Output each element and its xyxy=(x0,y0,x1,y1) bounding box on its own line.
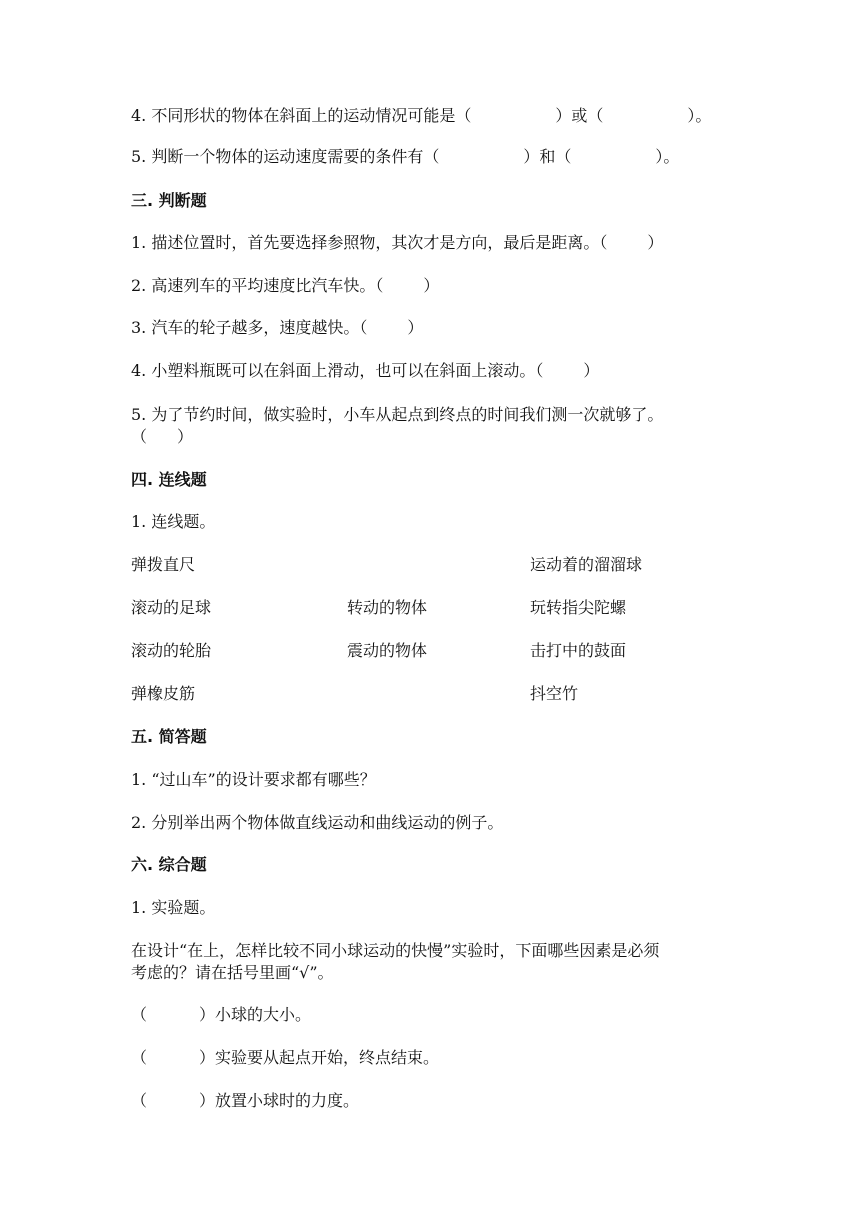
short-answer-question: 2. 分别举出两个物体做直线运动和曲线运动的例子。 xyxy=(131,813,504,832)
question-text: ）。 xyxy=(687,106,712,125)
option-text: 小球的大小。 xyxy=(215,1005,312,1024)
bracket-open: （ xyxy=(131,1005,148,1024)
bracket-open: （ xyxy=(131,1091,148,1110)
question-text: ）和（ xyxy=(523,147,572,166)
experiment-option xyxy=(131,1004,311,1026)
bracket-open: （ xyxy=(131,427,148,446)
matching-left-item[interactable]: 弹橡皮筋 xyxy=(131,684,196,703)
matching-left-item[interactable]: 弹拨直尺 xyxy=(131,555,196,574)
bracket-close: ） xyxy=(177,427,194,446)
question-text: ）。 xyxy=(655,147,680,166)
bracket-close: ） xyxy=(583,361,600,380)
bracket-open: （ xyxy=(131,1048,148,1067)
matching-middle-item[interactable]: 转动的物体 xyxy=(347,598,428,617)
experiment-option xyxy=(131,1047,439,1069)
true-false-item-5-answer xyxy=(131,426,193,448)
bracket-close: ） xyxy=(199,1048,216,1067)
matching-right-item[interactable]: 玩转指尖陀螺 xyxy=(530,598,627,617)
item-text: 4. 小塑料瓶既可以在斜面上滑动，也可以在斜面上滚动。（ xyxy=(131,361,544,380)
true-false-item xyxy=(131,275,439,297)
matching-left-item[interactable]: 滚动的轮胎 xyxy=(131,641,212,660)
true-false-item xyxy=(131,360,599,382)
item-text: 2. 高速列车的平均速度比汽车快。（ xyxy=(131,276,384,295)
matching-question: 1. 连线题。 xyxy=(131,512,216,531)
fill-in-question-4 xyxy=(131,105,711,127)
experiment-intro: 考虑的？请在括号里画“√”。 xyxy=(131,963,334,982)
matching-right-item[interactable]: 抖空竹 xyxy=(530,684,579,703)
item-text: 1. 描述位置时，首先要选择参照物，其次才是方向，最后是距离。（ xyxy=(131,233,608,252)
short-answer-question: 1. “过山车”的设计要求都有哪些？ xyxy=(131,770,376,789)
bracket-close: ） xyxy=(407,318,424,337)
section-heading: 五. 简答题 xyxy=(131,727,207,746)
section-heading: 六. 综合题 xyxy=(131,855,207,874)
bracket-close: ） xyxy=(199,1091,216,1110)
option-text: 放置小球时的力度。 xyxy=(215,1091,360,1110)
question-text: 5. 判断一个物体的运动速度需要的条件有（ xyxy=(131,147,440,166)
fill-in-question-5 xyxy=(131,146,679,168)
experiment-intro: 在设计“在上，怎样比较不同小球运动的快慢”实验时，下面哪些因素是必须 xyxy=(131,941,660,960)
experiment-option xyxy=(131,1090,359,1112)
true-false-item xyxy=(131,317,423,339)
section-heading: 四. 连线题 xyxy=(131,470,207,489)
bracket-close: ） xyxy=(647,233,664,252)
bracket-close: ） xyxy=(423,276,440,295)
bracket-close: ） xyxy=(199,1005,216,1024)
true-false-item-5-text: 5. 为了节约时间，做实验时，小车从起点到终点的时间我们测一次就够了。 xyxy=(131,405,664,424)
experiment-question: 1. 实验题。 xyxy=(131,898,216,917)
option-text: 实验要从起点开始，终点结束。 xyxy=(215,1048,440,1067)
matching-right-item[interactable]: 运动着的溜溜球 xyxy=(530,555,643,574)
question-text: 4. 不同形状的物体在斜面上的运动情况可能是（ xyxy=(131,106,472,125)
true-false-item xyxy=(131,232,663,254)
item-text: 3. 汽车的轮子越多，速度越快。（ xyxy=(131,318,368,337)
question-text: ）或（ xyxy=(555,106,604,125)
section-heading: 三. 判断题 xyxy=(131,191,207,210)
matching-middle-item[interactable]: 震动的物体 xyxy=(347,641,428,660)
matching-left-item[interactable]: 滚动的足球 xyxy=(131,598,212,617)
matching-right-item[interactable]: 击打中的鼓面 xyxy=(530,641,627,660)
